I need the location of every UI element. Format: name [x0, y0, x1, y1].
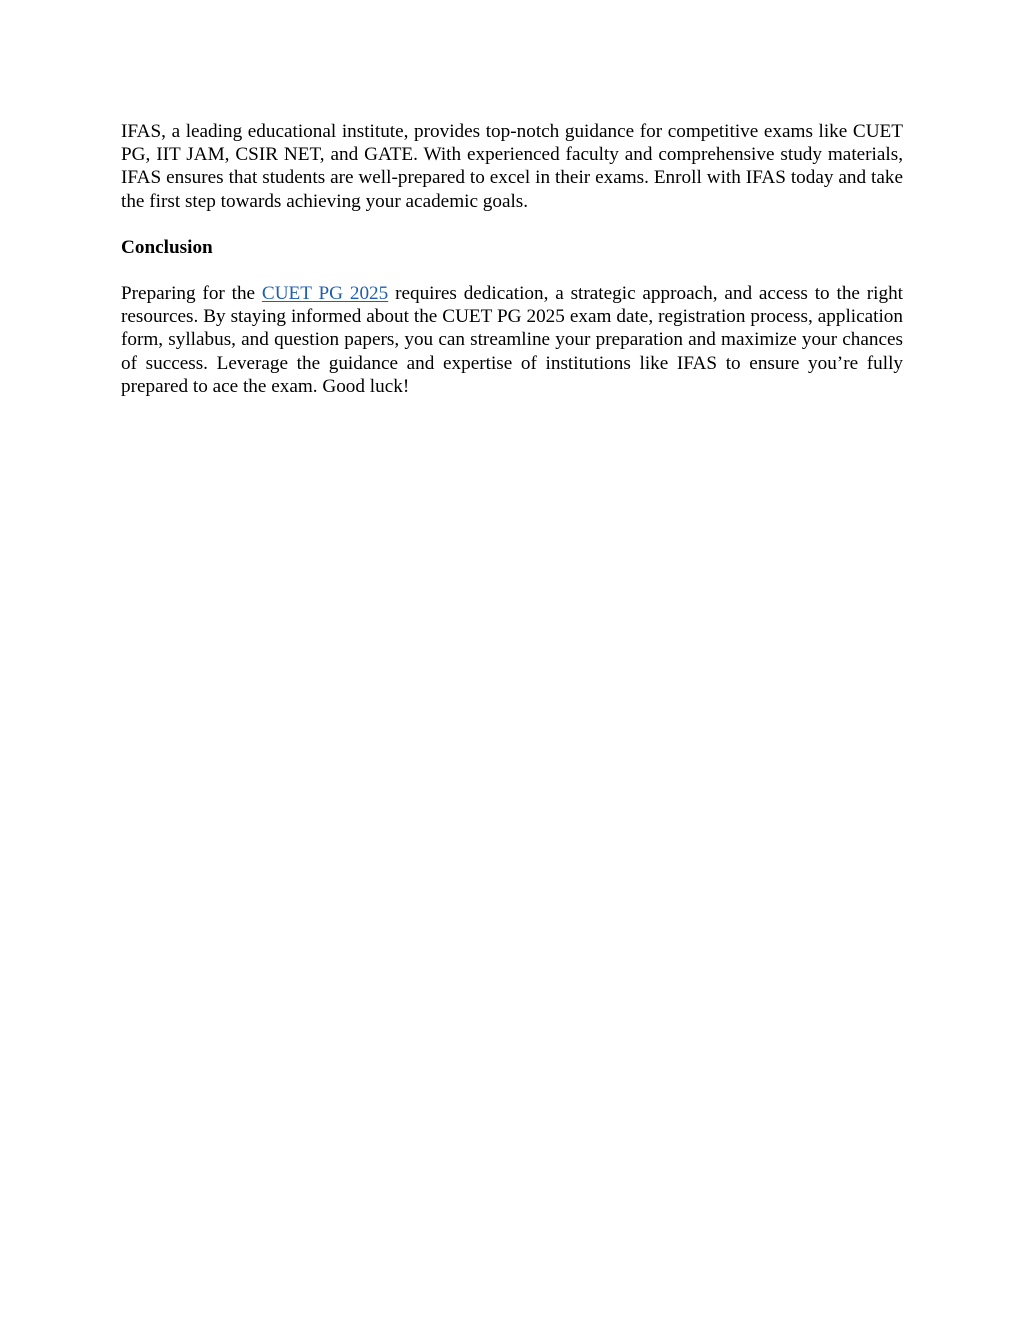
document-body — [121, 120, 903, 398]
conclusion-paragraph — [121, 282, 903, 398]
conclusion-text-after-link: requires dedication, a strategic approach, and access to the right resources. By staying informed about the CUET PG 2025 exam date, registration process, application form, syllabus, and question papers, you can streamline your preparation and maximize your chances of success. Leverage the guidance and expertise of institutions like IFAS to ensure you’re fully prepared to ace the exam. Good luck! — [121, 283, 903, 397]
conclusion-text-before-link: Preparing for the — [121, 283, 262, 305]
cuet-pg-2025-link[interactable]: CUET PG 2025 — [261, 283, 389, 305]
ifas-intro-paragraph: IFAS, a leading educational institute, provides top-notch guidance for competitive exams like CUET PG, IIT JAM, CSIR NET, and GATE. With experienced faculty and comprehensive study materials, IFAS ensures that students are well-prepared to excel in their exams. Enroll with IFAS today and take the first step towards achieving your academic goals. — [121, 121, 903, 212]
conclusion-heading: Conclusion — [121, 236, 213, 258]
